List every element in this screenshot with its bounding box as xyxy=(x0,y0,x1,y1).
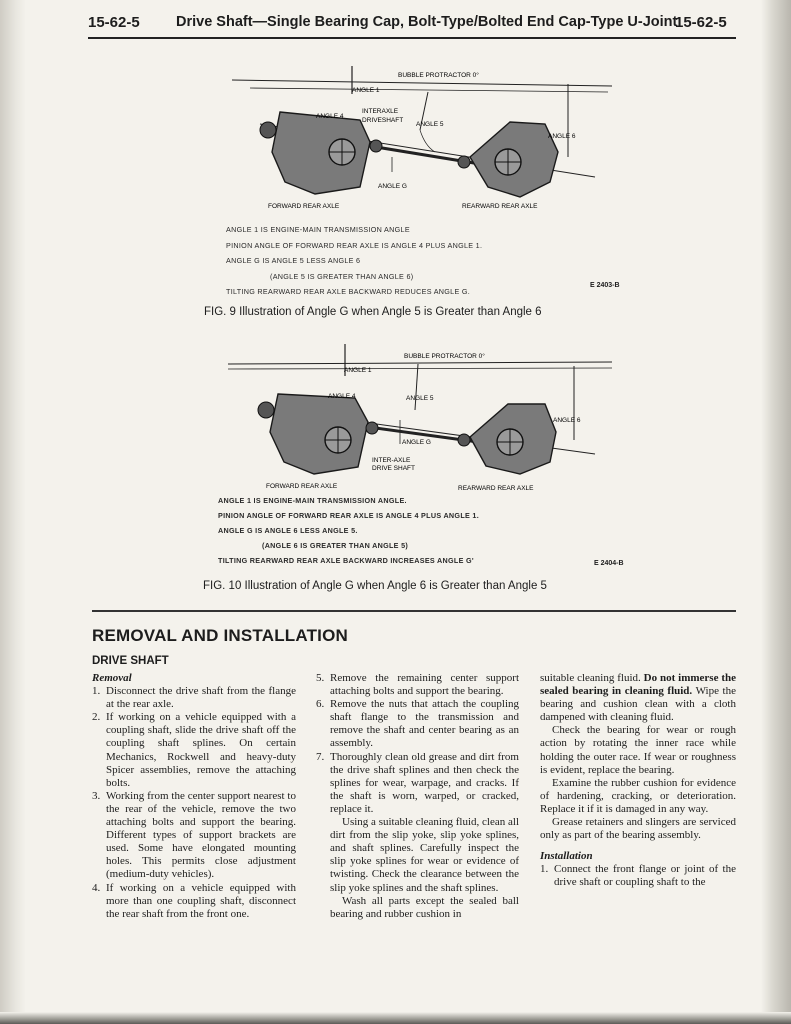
paragraph-wash: Wash all parts except the sealed ball bearing and rubber cushion in xyxy=(330,894,519,920)
fig9-label-angle5: ANGLE 5 xyxy=(416,121,444,128)
fig9-label-angle4: ANGLE 4 xyxy=(316,113,344,120)
fig9-note: PINION ANGLE OF FORWARD REAR AXLE IS ANGLE 4 PLUS ANGLE 1. xyxy=(226,240,483,250)
fig10-label-angleg: ANGLE G xyxy=(402,439,431,446)
fig9-label-interaxle: INTERAXLE xyxy=(362,108,399,115)
running-header-title: Drive Shaft—Single Bearing Cap, Bolt-Type/Bolted End Cap-Type U-Joint xyxy=(176,14,678,30)
text-column-3 xyxy=(540,672,736,890)
page-binding-shadow xyxy=(0,0,26,1024)
fig10-note: ANGLE 1 IS ENGINE-MAIN TRANSMISSION ANGLE. xyxy=(218,496,407,505)
installation-step: 1. Connect the front flange or joint of the drive shaft or coupling shaft to the xyxy=(540,863,736,889)
fig10-label-angle5: ANGLE 5 xyxy=(406,395,434,402)
fig10-note: ANGLE G IS ANGLE 6 LESS ANGLE 5. xyxy=(218,526,358,535)
page-edge-right xyxy=(761,0,791,1024)
fig9-note: (ANGLE 5 IS GREATER THAN ANGLE 6) xyxy=(270,271,414,281)
paragraph-clean: Using a suitable cleaning fluid, clean all dirt from the slip yoke, slip yoke splines, and shaft splines. Carefully inspect the slip yoke splines for wear or evidence of twisting. Check the clearance between the slip yoke splines and the shaft splines. xyxy=(330,816,519,894)
fig10-label-angle6: ANGLE 6 xyxy=(553,417,581,424)
removal-steps-list-continued xyxy=(316,672,519,816)
fig10-label-protractor: BUBBLE PROTRACTOR 0° xyxy=(404,353,485,360)
installation-steps-list xyxy=(540,863,736,889)
fig10-label-angle4: ANGLE 4 xyxy=(328,393,356,400)
page-number-left: 15-62-5 xyxy=(88,14,140,31)
fig10-note: PINION ANGLE OF FORWARD REAR AXLE IS ANGLE 4 PLUS ANGLE 1. xyxy=(218,511,479,520)
text-column-2 xyxy=(316,672,519,921)
fig10-label-rearward-axle: REARWARD REAR AXLE xyxy=(458,485,534,492)
figure-9-illustration xyxy=(220,62,620,212)
fig10-label-angle1: ANGLE 1 xyxy=(344,367,372,374)
figure-10-illustration xyxy=(220,342,620,492)
paragraph-examine-cushion: Examine the rubber cushion for evidence of hardening, cracking, or deterioration. Replace it if it is damaged in any way. xyxy=(540,776,736,815)
removal-step: 4. If working on a vehicle equipped with more than one coupling shaft, disconnect the rear shaft from the front one. xyxy=(92,881,296,920)
page-edge-bottom xyxy=(0,1012,791,1024)
fig10-code: E 2404-B xyxy=(594,560,624,567)
removal-step: 5. Remove the remaining center support attaching bolts and support the bearing. xyxy=(316,672,519,698)
paragraph-wash-continued: suitable cleaning fluid. Do not immerse the sealed bearing in cleaning fluid. Wipe the bearing and cushion clean with a cloth dampened with cleaning fluid. xyxy=(540,672,737,724)
fig9-label-rearward-axle: REARWARD REAR AXLE xyxy=(462,203,538,210)
paragraph-check-bearing: Check the bearing for wear or rough action by rotating the inner race while holding the outer race. If wear or roughness is evident, replace the bearing. xyxy=(540,724,736,776)
fig9-note: ANGLE 1 IS ENGINE-MAIN TRANSMISSION ANGLE xyxy=(226,225,410,234)
section-subtitle: DRIVE SHAFT xyxy=(92,655,169,667)
fig9-note: TILTING REARWARD REAR AXLE BACKWARD REDUCES ANGLE G. xyxy=(226,287,471,296)
figure-9-notes xyxy=(226,222,482,300)
fig10-note: TILTING REARWARD REAR AXLE BACKWARD INCREASES ANGLE G' xyxy=(218,556,474,565)
fig10-label-interaxle: INTER-AXLE xyxy=(372,457,411,464)
fig9-caption: FIG. 9 Illustration of Angle G when Angle 5 is Greater than Angle 6 xyxy=(204,306,542,318)
installation-heading: Installation xyxy=(540,850,593,863)
section-rule xyxy=(92,610,736,612)
fig10-label-driveshaft: DRIVE SHAFT xyxy=(372,465,415,472)
text-column-1 xyxy=(92,672,296,921)
removal-step: 2. If working on a vehicle equipped with a coupling shaft, slide the drive shaft off the coupling shaft splines. On certain Mechanics, Rockwell and heavy-duty Spicer assemblies, remove the attaching bolts. xyxy=(92,711,296,789)
section-title: REMOVAL AND INSTALLATION xyxy=(92,626,349,645)
fig9-code: E 2403-B xyxy=(590,282,620,289)
fig9-note: ANGLE G IS ANGLE 5 LESS ANGLE 6 xyxy=(226,256,361,265)
fig9-label-driveshaft: DRIVESHAFT xyxy=(362,117,404,124)
fig9-label-forward-axle: FORWARD REAR AXLE xyxy=(268,203,340,210)
fig9-label-protractor: BUBBLE PROTRACTOR 0° xyxy=(398,72,479,79)
removal-steps-list xyxy=(92,685,296,921)
fig9-label-angleg: ANGLE G xyxy=(378,183,407,190)
removal-step: 1. Disconnect the drive shaft from the flange at the rear axle. xyxy=(92,685,296,711)
removal-step: 6. Remove the nuts that attach the coupling shaft flange to the transmission and remove the shaft and center bearing as an assembly. xyxy=(316,698,519,750)
header-rule xyxy=(88,37,736,39)
removal-step: 3. Working from the center support nearest to the rear of the vehicle, remove the two attaching bolts and support the bearing. Different types of support brackets are used. Some have elongated mounting holes. This permits close adjustment (medium-duty vehicles). xyxy=(92,789,296,881)
page-number-right: 15-62-5 xyxy=(675,14,727,31)
removal-heading: Removal xyxy=(92,672,132,684)
paragraph-grease-retainers: Grease retainers and slingers are serviced only as part of the bearing assembly. xyxy=(540,816,736,842)
warning-text: Do not immerse the sealed bearing in cleaning fluid. xyxy=(540,672,737,698)
figure-10-notes xyxy=(218,493,479,568)
fig10-label-forward-axle: FORWARD REAR AXLE xyxy=(266,483,338,490)
fig10-note: (ANGLE 6 IS GREATER THAN ANGLE 5) xyxy=(262,541,409,550)
fig9-label-angle6: ANGLE 6 xyxy=(548,133,576,140)
fig9-label-angle1: ANGLE 1 xyxy=(352,87,380,94)
removal-step: 7. Thoroughly clean old grease and dirt from the drive shaft splines and then check the splines for wear, warpage, and cracks. If the shaft is worn, warped, or cracked, replace it. xyxy=(316,750,519,815)
fig10-caption: FIG. 10 Illustration of Angle G when Angle 6 is Greater than Angle 5 xyxy=(203,580,547,592)
